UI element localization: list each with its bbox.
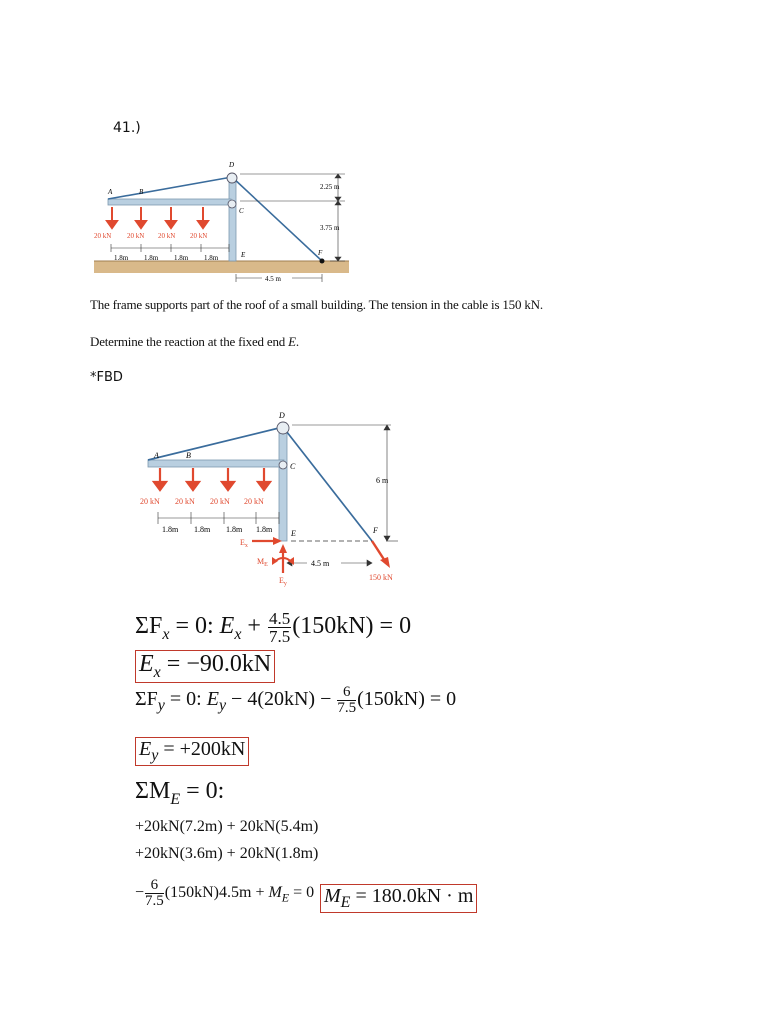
dim-3-75: 3.75 m [320, 224, 340, 232]
fbd-spacing-dimension [158, 512, 279, 524]
reaction-me-label: $M_E$ [257, 557, 268, 568]
pulley-d [227, 173, 237, 183]
eq-moment-line-1: +20kN(7.2m) + 20kN(5.4m) [135, 818, 319, 835]
eq-ex-result: $E_x = -90.0kN$ [135, 650, 275, 683]
problem-number: 41.) [113, 120, 141, 136]
label-a: A [108, 188, 113, 196]
fbd-load-label-2: 20 kN [175, 497, 195, 506]
eq-ey-result: $E_y = +200kN$ [135, 737, 249, 766]
problem-question: Determine the reaction at the fixed end E. [90, 334, 299, 349]
spacing-dimension [111, 244, 229, 252]
eq-sum-fy: $\Sigma F_y = 0$: $E_y - 4(20kN)$ − $\frac{6}{7.5}$ (150kN) = 0 [135, 684, 457, 716]
cable-force-arrow [372, 541, 390, 568]
load-label-3: 20 kN [158, 232, 176, 240]
fbd-figure [136, 405, 408, 587]
label-d: D [229, 161, 235, 169]
label-f: F [318, 249, 323, 257]
fbd-load-label-1: 20 kN [140, 497, 160, 506]
fbd-dim-6: 6 m [376, 476, 389, 485]
fbd-load-label-4: 20 kN [244, 497, 264, 506]
reaction-ex-label: $E_x$ [240, 538, 248, 549]
spacing-label-2: 1.8m [144, 254, 159, 262]
column-de [229, 180, 236, 261]
dim-4-5: 4.5 m [265, 275, 281, 283]
fbd-beam [148, 460, 284, 467]
fbd-spacing-2: 1.8m [194, 525, 211, 534]
fbd-label-d: D [279, 411, 285, 420]
fbd-load-label-3: 20 kN [210, 497, 230, 506]
fbd-column [279, 429, 287, 541]
load-label-2: 20 kN [127, 232, 145, 240]
roof-cable-ad [108, 177, 232, 199]
reaction-ey-label: $E_y$ [279, 576, 287, 587]
spacing-label-4: 1.8m [204, 254, 219, 262]
fbd-label-f: F [373, 526, 378, 535]
beam-ac [108, 199, 231, 205]
cable-df [232, 177, 322, 261]
fbd-dim-4-5: 4.5 m [311, 559, 330, 568]
fbd-pulley [277, 422, 289, 434]
eq-moment-line-2: +20kN(3.6m) + 20kN(1.8m) [135, 845, 319, 862]
fbd-cable [283, 427, 372, 541]
spacing-label-1: 1.8m [114, 254, 129, 262]
fbd-heading: *FBD [90, 370, 123, 385]
fbd-spacing-3: 1.8m [226, 525, 243, 534]
fbd-label-e: E [291, 529, 296, 538]
load-label-4: 20 kN [190, 232, 208, 240]
frame-figure [90, 158, 356, 290]
eq-moment-line-3: − $\frac{6}{7.5}$ $(150kN)4.5m + M_E = 0$ [135, 877, 315, 909]
fbd-label-a: A [154, 451, 159, 460]
load-label-1: 20 kN [94, 232, 112, 240]
fbd-spacing-1: 1.8m [162, 525, 179, 534]
label-e: E [241, 251, 246, 259]
fbd-label-c: C [290, 462, 296, 471]
fbd-label-b: B [186, 451, 191, 460]
dim-2-25: 2.25 m [320, 183, 340, 191]
problem-statement: The frame supports part of the roof of a small building. The tension in the cable is 150 kN. [90, 297, 543, 312]
ground [94, 261, 349, 273]
eq-sum-fx: $\Sigma F_x = 0$: $E_x$ + $\frac{4.5}{7.5}$ (150kN) = 0 [135, 609, 412, 646]
label-b: B [139, 188, 144, 196]
cable-force-label: 150 kN [369, 573, 393, 582]
distributed-loads [107, 207, 208, 228]
fbd-spacing-4: 1.8m [256, 525, 273, 534]
eq-sum-me: $\Sigma M_E = 0$: [135, 778, 225, 808]
fbd-loads [154, 468, 270, 490]
eq-me-result: $M_E = 180.0kN \cdot m$ [320, 884, 477, 913]
fbd-roof-cable [148, 427, 283, 460]
spacing-label-3: 1.8m [174, 254, 189, 262]
label-c: C [239, 207, 244, 215]
reaction-ex-arrow [252, 537, 282, 545]
